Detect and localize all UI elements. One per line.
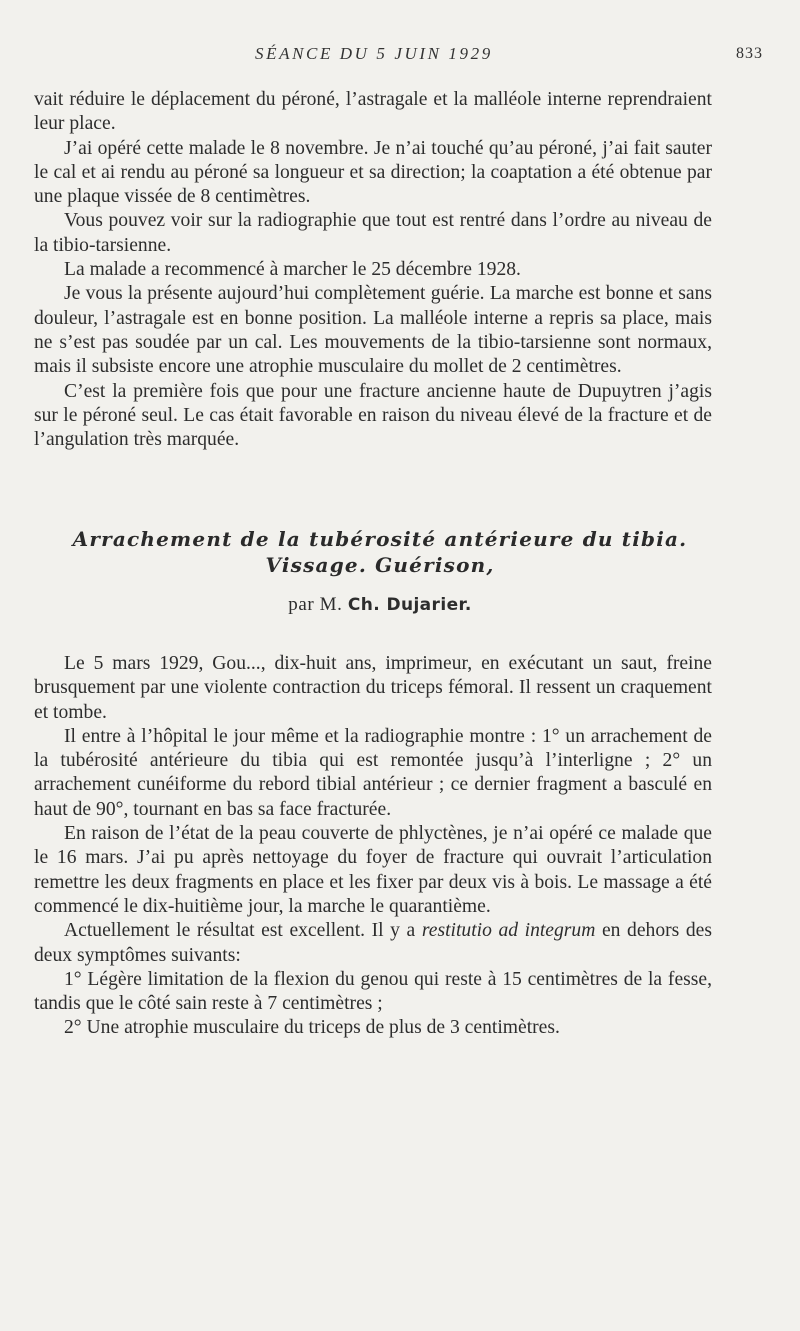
- paragraph: La malade a recommencé à marcher le 25 décembre 1928.: [64, 259, 521, 281]
- symptom-1: 1° Légère limitation de la flexion du genou qui reste à 15 centimètres de la fesse, tandis que le côté sain reste à 7 centimètres ;: [34, 968, 712, 1015]
- article-title-line-2: Vissage. Guérison,: [265, 553, 495, 577]
- paragraph: Il entre à l’hôpital le jour même et la radiographie montre : 1° un arrachement de la tubérosité antérieure du tibia qui est remontée jusqu’à l’interligne ; 2° un arrachement cunéiforme du rebord tibial antérieur ; ce dernier fragment a basculé en haut de 90°, tournant en bas sa face fracturée.: [34, 725, 712, 820]
- latin-phrase: restitutio ad integrum: [421, 920, 596, 942]
- previous-article-text: [34, 88, 712, 452]
- symptom-2: 2° Une atrophie musculaire du triceps de plus de 3 centimètres.: [64, 1017, 560, 1039]
- result-text-before: Actuellement le résultat est excellent. Il y a: [64, 920, 416, 942]
- paragraph: En raison de l’état de la peau couverte de phlyctènes, je n’ai opéré ce malade que le 16 mars. J’ai pu après nettoyage du foyer de fracture qui ouvrait l’articulation remettre les deux fragments en place et les fixer par deux vis à bois. Le massage a été commencé le dix-huitième jour, la marche le quarantième.: [34, 823, 712, 917]
- author-name: Ch. Dujarier.: [347, 595, 472, 615]
- paragraph: Vous pouvez voir sur la radiographie que tout est rentré dans l’ordre au niveau de la tibio-tarsienne.: [34, 210, 712, 256]
- paragraph: vait réduire le déplacement du péroné, l’astragale et la malléole interne reprendraient leur place.: [34, 89, 712, 135]
- running-head: [0, 44, 800, 68]
- article-title: [0, 526, 760, 578]
- paragraph: Le 5 mars 1929, Gou..., dix-huit ans, imprimeur, en exécutant un saut, freine brusquement par une violente contraction du triceps fémoral. Il ressent un craquement et tombe.: [34, 653, 712, 723]
- article-body: [34, 652, 712, 1041]
- paragraph: J’ai opéré cette malade le 8 novembre. Je n’ai touché qu’au péroné, j’ai fait sauter le cal et ai rendu au péroné sa longueur et sa direction; la coaptation a été obtenue par une plaque vissée de 8 centimètres.: [34, 137, 712, 208]
- paragraph: C’est la première fois que pour une fracture ancienne haute de Dupuytren j’agis sur le péroné seul. Le cas était favorable en raison du niveau élevé de la fracture et de l’angulation très marquée.: [34, 380, 712, 451]
- article-title-line-1: Arrachement de la tubérosité antérieure du tibia.: [72, 527, 688, 551]
- paragraph: Je vous la présente aujourd’hui complètement guérie. La marche est bonne et sans douleur, l’astragale est en bonne position. La malléole interne a repris sa place, mais ne s’est pas soudée par un cal. Les mouvements de la tibio-tarsienne sont normaux, mais il subsiste encore une atrophie musculaire du mollet de 2 centimètres.: [34, 283, 712, 378]
- author-prefix: par M.: [288, 594, 343, 615]
- page-number: 833: [736, 45, 763, 62]
- author-line: [0, 594, 760, 616]
- result-text-after: en dehors des deux symptômes suivants:: [34, 920, 712, 966]
- running-title: SÉANCE DU 5 JUIN 1929: [255, 44, 493, 63]
- result-paragraph: [34, 919, 712, 968]
